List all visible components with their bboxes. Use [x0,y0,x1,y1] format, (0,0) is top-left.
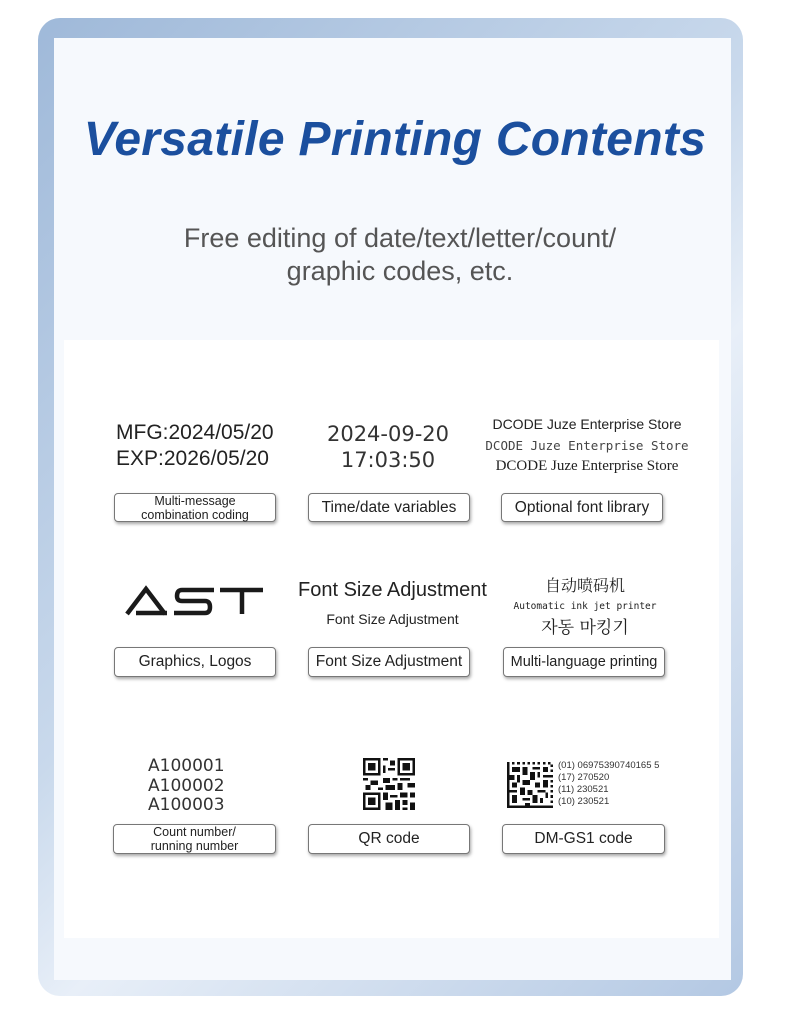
label-line: running number [150,839,239,853]
font-sample-serif: DCODE Juze Enterprise Store [495,458,679,474]
label-count [113,824,276,854]
count-line: A100002 [148,775,225,796]
gs1-line: (01) 06975390740165 5 [558,760,660,771]
chinese-text: 自动喷码机 [544,576,625,595]
mfg-line: MFG:2024/05/20 [116,421,274,444]
label-time-date: Time/date variables [308,493,470,522]
label-font-size: Font Size Adjustment [308,647,470,677]
english-text: Automatic ink jet printer [513,601,657,612]
korean-text: 자동 마킹기 [541,618,629,638]
font-size-sample [290,577,495,635]
qr-code-icon [363,758,415,810]
label-qr: QR code [308,824,470,854]
label-multi-message [114,493,276,522]
mfg-exp-sample [116,420,274,472]
label-line: Multi-message [154,493,236,508]
multi-language-sample [500,575,670,639]
page-title: Versatile Printing Contents [83,113,707,166]
datetime-sample [318,421,458,473]
label-dm: DM-GS1 code [502,824,665,854]
datamatrix-icon [507,762,553,808]
label-multi-language: Multi-language printing [503,647,665,677]
font-library-sample [472,414,702,477]
ast-logo-icon [124,585,266,617]
time-line: 17:03:50 [340,448,436,472]
font-sample-mono: DCODE Juze Enterprise Store [485,438,689,453]
subtitle-line-1: Free editing of date/text/letter/count/ [183,223,617,253]
date-line: 2024-09-20 [326,422,450,446]
gs1-text [558,760,659,808]
gs1-line: (10) 230521 [558,796,610,807]
gs1-line: (11) 230521 [558,784,609,795]
count-line: A100001 [148,756,225,776]
font-sample-sans: DCODE Juze Enterprise Store [492,416,682,432]
count-sample [148,757,225,816]
exp-line: EXP:2026/05/20 [116,447,269,470]
label-font-library: Optional font library [501,493,663,522]
font-size-small: Font Size Adjustment [326,611,459,627]
count-line: A100003 [148,795,225,815]
subtitle-line-2: graphic codes, etc. [286,256,514,286]
label-line: combination coding [141,507,249,522]
font-size-large: Font Size Adjustment [298,579,487,601]
gs1-line: (17) 270520 [558,772,610,783]
page-subtitle [140,222,660,288]
label-graphics: Graphics, Logos [114,647,276,677]
label-line: Count number/ [153,825,236,839]
